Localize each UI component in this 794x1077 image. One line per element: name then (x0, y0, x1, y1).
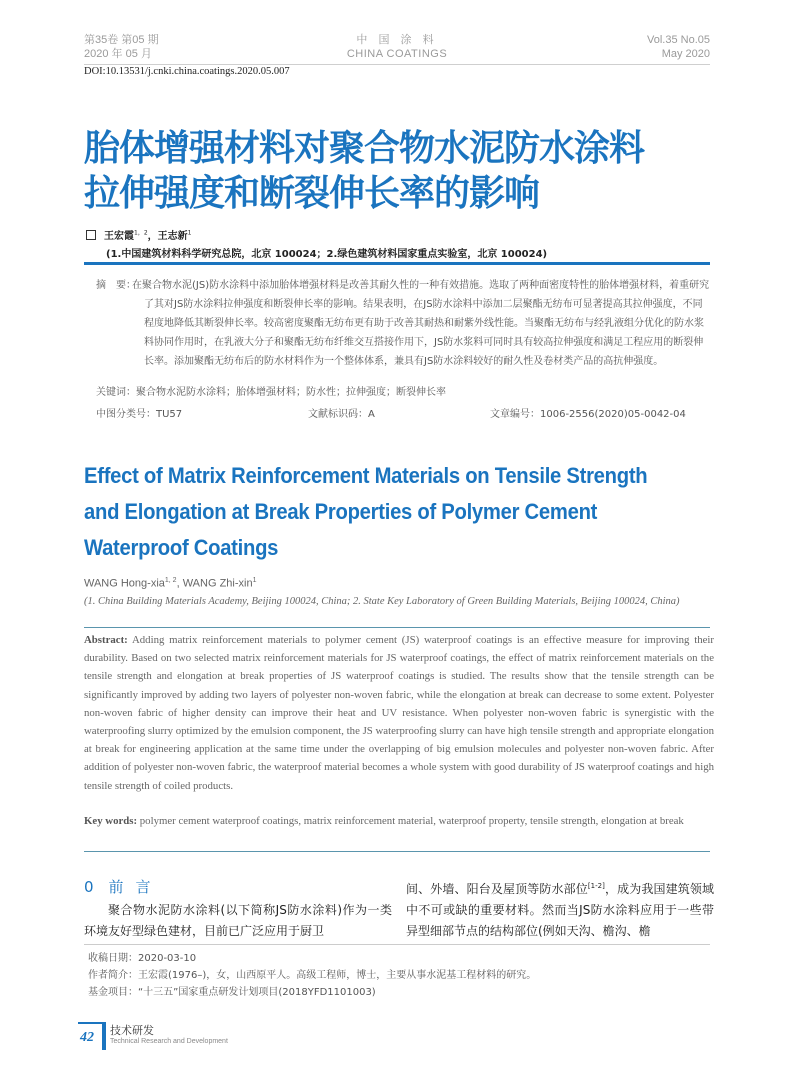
author-name: 王宏霞 (104, 231, 134, 242)
abstract-divider (84, 851, 710, 852)
footnote-divider (84, 944, 710, 945)
volume-issue-cn: 第35卷 第05 期 (84, 34, 159, 46)
title-cn-line2: 拉伸强度和断裂伸长率的影响 (84, 173, 540, 214)
journal-volume-issue (84, 33, 159, 61)
received-date: 收稿日期：2020-03-10 (88, 953, 197, 964)
authors-en (84, 577, 256, 590)
body-column-left (84, 900, 392, 942)
section-label-cn: 技术研发 (110, 1024, 154, 1037)
title-cn (84, 126, 724, 216)
affiliation-marker: 1 (187, 229, 192, 237)
affiliation-en: (1. China Building Materials Academy, Beijing 100024, China; 2. State Key Laboratory of Green Building Materials, Beijing 100024, China) (84, 596, 680, 607)
clc-number: 中图分类号：TU57 (96, 409, 183, 420)
section-title: 前言 (108, 878, 163, 896)
journal-name-cn: 中 国 涂 料 (356, 34, 438, 46)
volume-issue-en: Vol.35 No.05 (647, 34, 710, 46)
paragraph-text: ，成为我国建筑领域中不可或缺的重要材料。然而当JS防水涂料应用于一些带异型细部节点的结构部位(例如天沟、檐沟、檐 (406, 882, 714, 938)
affiliation-divider (84, 627, 710, 628)
title-en-line1: Effect of Matrix Reinforcement Materials on Tensile Strength (84, 463, 648, 488)
journal-name (300, 33, 494, 61)
journal-name-en: CHINA COATINGS (346, 48, 448, 60)
article-number: 文章编号：1006-2556(2020)05-0042-04 (490, 409, 686, 420)
affiliation-marker: 1，2 (134, 229, 148, 237)
funding: 基金项目：“十三五”国家重点研发计划项目(2018YFD1101003) (88, 987, 376, 998)
keywords-en (84, 812, 714, 830)
author-name: WANG Zhi-xin (182, 577, 253, 590)
separator: , (176, 577, 183, 590)
abstract-cn (96, 276, 710, 371)
citation[interactable]: [1-2] (587, 882, 605, 890)
keywords-cn-text: 聚合物水泥防水涂料；胎体增强材料；防水性；拉伸强度；断裂伸长率 (136, 387, 446, 398)
abstract-en (84, 631, 714, 795)
header-divider (84, 64, 710, 65)
abstract-cn-text: 在聚合物水泥(JS)防水涂料中添加胎体增强材料是改善其耐久性的一种有效措施。选取了两种面密度特性的胎体增强材料，着重研究了其对JS防水涂料拉伸强度和断裂伸长率的影响。结果表明，在JS防水涂料中添加二层聚酯无纺布可显著提高其拉伸强度，不同程度地降低其断裂伸长率。较高密度聚酯无纺布更有助于改善其耐热和耐紫外线性能。当聚酯无纺布与经乳液组分优化的防水浆料协同作用时，在乳液大分子和聚酯无纺布纤维交互搭接作用下，JS防水浆料可同时具有较高拉伸强度和满足工程应用的断裂伸长率。添加聚酯无纺布后的防水材料作为一个整体体系，兼具有JS防水涂料较好的耐久性及卷材类产品的高抗伸强度。 (132, 280, 710, 367)
affiliation-marker: 1, 2 (164, 577, 177, 584)
keywords-cn-label: 关键词： (96, 387, 136, 398)
title-en-line2: and Elongation at Break Properties of Polymer Cement (84, 499, 598, 524)
journal-volume-issue-en (647, 33, 710, 61)
doi[interactable]: DOI:10.13531/j.cnki.china.coatings.2020.05.007 (84, 66, 290, 77)
paragraph-text: 间、外墙、阳台及屋顶等防水部位 (406, 882, 588, 896)
date-cn: 2020 年 05 月 (84, 48, 152, 60)
paragraph: 聚合物水泥防水涂料(以下简称JS防水涂料)作为一类环境友好型绿色建材，目前已广泛应用于厨卫 (84, 903, 392, 938)
authors-cn (86, 227, 191, 242)
abstract-en-text: Adding matrix reinforcement materials to polymer cement (JS) waterproof coatings is an effective measure for improving their durability. Based on two selected matrix reinforcement materials for JS waterproof coatings, the effect of matrix reinforcement materials on the tensile strength and elongation at break properties of JS waterproof coatings is studied. The results show that the tensile strength can be significantly improved by adding two layers of polyester non-woven fabric, while the elongation at break can decrease to some extent. Polyester non-woven fabric of higher density can improve their heat and UV resistance. When polyester non-woven fabric is synergistic with the waterproofing slurry optimized by the emulsion component, the JS waterproofing slurry can have high tensile strength and appropriate elongation at break for engineering application at the same time under the overlapping of big emulsion molecules and polyester non-woven fabric. After addition of polyester non-woven fabric, the waterproof material becomes a whole system with good durability of JS waterproof coatings and high tensile strength of coiled products. (84, 634, 714, 792)
date-en: May 2020 (661, 48, 710, 60)
affiliation-cn: (1.中国建筑材料科学研究总院，北京 100024；2.绿色建筑材料国家重点实验室，北京 100024) (106, 249, 548, 260)
page-number: 42 (80, 1030, 94, 1045)
title-cn-line1: 胎体增强材料对聚合物水泥防水涂料 (84, 128, 645, 169)
keywords-en-text: polymer cement waterproof coatings, matrix reinforcement material, waterproof property, tensile strength, elongation at break (137, 815, 684, 827)
author-bio: 作者简介：王宏霞(1976–)，女，山西原平人。高级工程师，博士，主要从事水泥基工程材料的研究。 (88, 970, 537, 981)
title-en (84, 458, 728, 566)
abstract-en-label: Abstract: (84, 634, 128, 646)
separator: ， (147, 231, 158, 242)
keywords-cn (96, 383, 446, 398)
title-en-line3: Waterproof Coatings (84, 535, 279, 560)
author-name: WANG Hong-xia (84, 577, 165, 590)
title-divider (84, 262, 710, 265)
square-bullet-icon (86, 230, 96, 240)
section-number: 0 (84, 878, 95, 896)
abstract-cn-label: 摘 要： (96, 280, 136, 291)
author-name: 王志新 (157, 231, 188, 242)
document-code: 文献标识码：A (308, 409, 375, 420)
keywords-en-label: Key words: (84, 815, 138, 827)
affiliation-marker: 1 (252, 577, 257, 584)
section-heading (84, 876, 163, 897)
body-column-right (406, 876, 714, 942)
section-label-en: Technical Research and Development (110, 1038, 228, 1045)
